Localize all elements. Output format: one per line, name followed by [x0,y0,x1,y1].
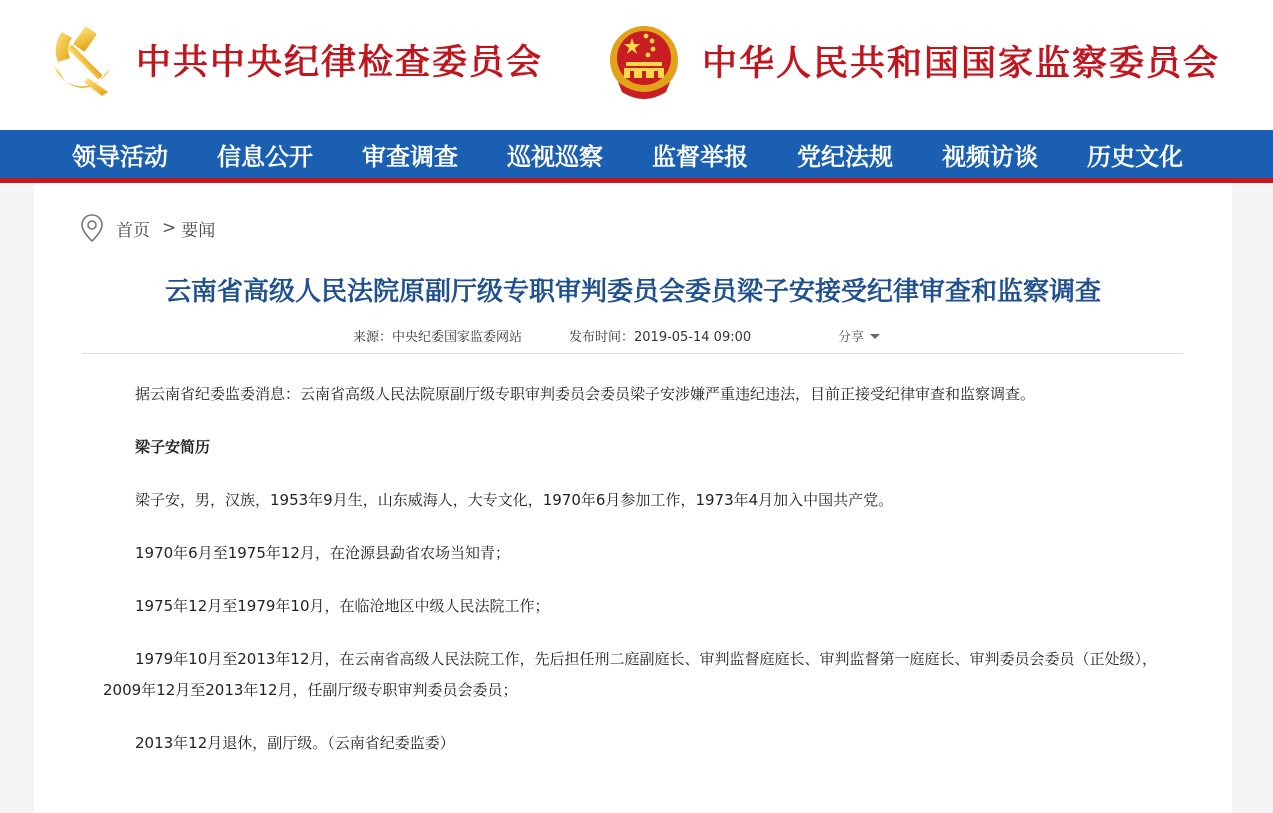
nsc-brand[interactable] [608,22,1220,100]
divider [82,353,1183,354]
lead-paragraph: 据云南省纪委监委消息：云南省高级人民法院原副厅级专职审判委员会委员梁子安涉嫌严重违纪违法，目前正接受纪律审查和监察调查。 [135,385,1036,403]
breadcrumb-separator: > [162,218,177,238]
share-button[interactable] [838,326,880,345]
bio-paragraph: 2013年12月退休，副厅级。（云南省纪委监委） [135,734,455,752]
bio-paragraph: 梁子安，男，汉族，1953年9月生，山东威海人，大专文化，1970年6月参加工作，1973年4月加入中国共产党。 [135,491,894,509]
bio-paragraph: 1979年10月至2013年12月，在云南省高级人民法院工作，先后担任刑二庭副庭长、审判监督庭庭长、审判监督第一庭庭长、审判委员会委员（正处级），2009年12月至2013年12月，任副厅级专职审判委员会委员； [103,650,1158,699]
nav-inspection[interactable]: 巡视巡察 [507,141,603,171]
share-label: 分享 [838,330,865,345]
ccdi-title: 中共中央纪律检查委员会 [136,42,544,83]
publish-time: 发布时间：2019-05-14 09:00 [569,330,752,345]
article-title: 云南省高级人民法院原副厅级专职审判委员会委员梁子安接受纪律审查和监察调查 [164,277,1101,307]
nav-leadership[interactable]: 领导活动 [72,141,168,171]
main-nav [0,130,1273,183]
location-pin-icon [80,213,104,243]
breadcrumb-current-link[interactable]: 要闻 [181,220,216,241]
national-emblem-icon [608,22,680,100]
nsc-title: 中华人民共和国国家监察委员会 [702,43,1221,84]
breadcrumb [80,213,215,243]
article-body [103,379,1168,781]
breadcrumb-home-link[interactable]: 首页 [116,220,150,241]
ccdi-brand[interactable] [48,22,543,98]
chevron-down-icon [870,334,880,339]
bio-paragraph: 1970年6月至1975年12月，在沧源县勐省农场当知青； [135,544,510,562]
nav-history-culture[interactable]: 历史文化 [1087,141,1183,171]
nav-report[interactable]: 监督举报 [652,141,748,171]
site-header [0,0,1273,130]
article-source: 来源：中央纪委国家监委网站 [353,330,523,345]
nav-regulations[interactable]: 党纪法规 [797,141,893,171]
bio-paragraph: 1975年12月至1979年10月，在临沧地区中级人民法院工作； [135,597,550,615]
party-emblem-icon [48,22,118,98]
nav-video-interviews[interactable]: 视频访谈 [942,141,1038,171]
nav-investigation[interactable]: 审查调查 [362,141,458,171]
nav-info-disclosure[interactable]: 信息公开 [217,141,313,171]
bio-heading: 梁子安简历 [135,438,211,456]
article-panel [34,183,1232,813]
